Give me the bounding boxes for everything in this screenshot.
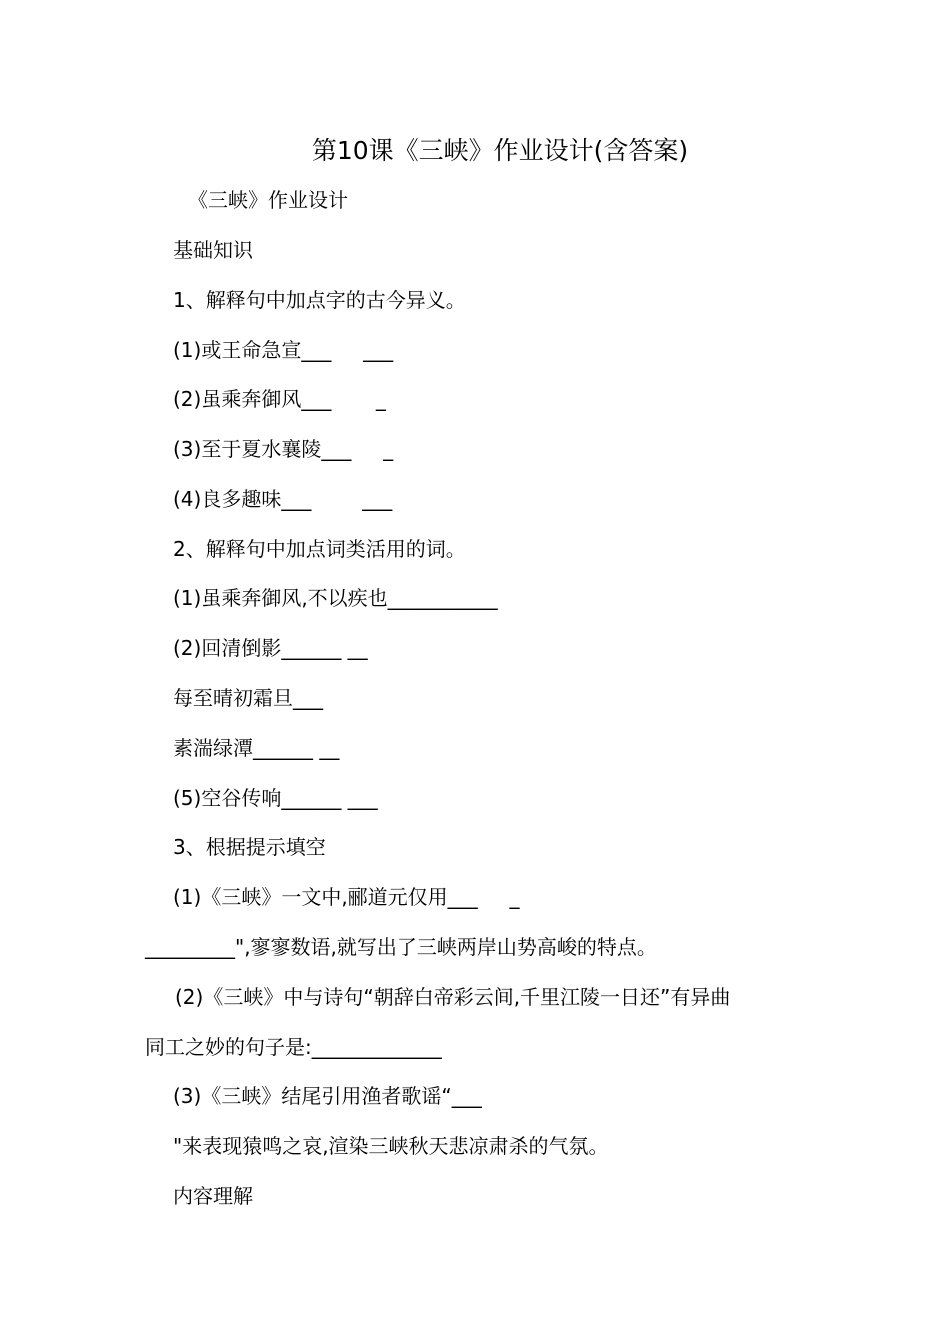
question-3-item-2-line-2: 同工之妙的句子是:_____________ bbox=[145, 1035, 442, 1059]
page-title: 第10课《三峡》作业设计(含答案) bbox=[311, 136, 689, 165]
section-heading-content: 内容理解 bbox=[173, 1184, 253, 1208]
question-1-item: (3)至于夏水襄陵___ _ bbox=[173, 437, 394, 461]
subtitle: 《三峡》作业设计 bbox=[188, 188, 348, 212]
question-3-item-1-line-2: _________",寥寥数语,就写出了三峡两岸山势高峻的特点。 bbox=[145, 935, 657, 959]
question-3-item-2-line-1: (2)《三峡》中与诗句“朝辞白帝彩云间,千里江陵一日还”有异曲 bbox=[175, 985, 731, 1009]
question-3-item-1-line-1: (1)《三峡》一文中,郦道元仅用___ _ bbox=[173, 885, 520, 909]
question-3-item-3-line-1: (3)《三峡》结尾引用渔者歌谣“___ bbox=[173, 1084, 482, 1108]
question-1-stem: 1、解释句中加点字的古今异义。 bbox=[173, 288, 466, 312]
question-2-item: (2)回清倒影______ __ bbox=[173, 636, 368, 660]
question-2-item: (1)虽乘奔御风,不以疾也___________ bbox=[173, 586, 498, 610]
question-2-stem: 2、解释句中加点词类活用的词。 bbox=[173, 537, 466, 561]
question-2-item: 每至晴初霜旦___ bbox=[173, 686, 323, 710]
question-2-item: 素湍绿潭______ __ bbox=[173, 736, 340, 760]
question-1-item: (4)良多趣味___ ___ bbox=[173, 487, 393, 511]
question-3-stem: 3、根据提示填空 bbox=[173, 835, 326, 859]
section-heading-basic: 基础知识 bbox=[173, 238, 253, 262]
question-2-item: (5)空谷传响______ ___ bbox=[173, 786, 378, 810]
question-3-item-3-line-2: "来表现猿鸣之哀,渲染三峡秋天悲凉肃杀的气氛。 bbox=[173, 1134, 609, 1158]
question-1-item: (1)或王命急宣___ ___ bbox=[173, 338, 394, 362]
question-1-item: (2)虽乘奔御风___ _ bbox=[173, 387, 386, 411]
